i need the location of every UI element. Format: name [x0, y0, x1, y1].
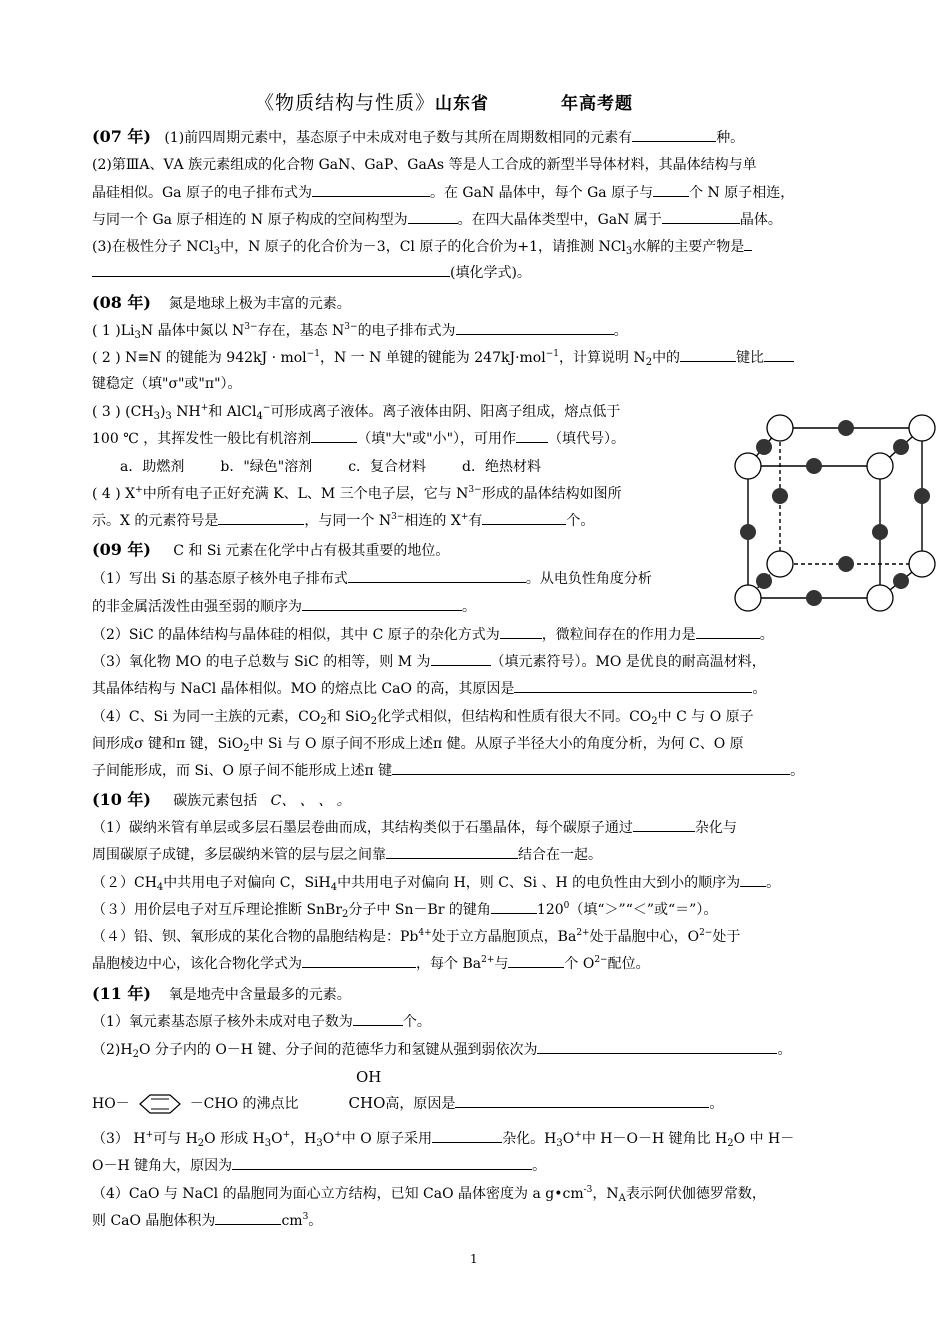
q08-line0: (08 年) 氮是地球上极为丰富的元素。	[92, 293, 351, 312]
q09-line1: （1）写出 Si 的基态原子核外电子排布式 。从电负性角度分析	[92, 568, 652, 590]
q07-year: (07 年)	[92, 127, 151, 146]
q09-line3: （2）SiC 的晶体结构与晶体硅的相似，其中 C 原子的杂化方式为 ，微粒间存在的作用力是 。	[92, 624, 774, 646]
q08-line4: ( 3 ) $(CH_3)_3$ NH+和 AlCl$_4$−可形成离子液体。离子液体由阴、阳离子组成，熔点低于	[92, 403, 621, 422]
q09-line0: (09 年) C 和 Si 元素在化学中占有极其重要的地位。	[92, 540, 450, 559]
q10-line6: 晶胞棱边中心，该化合物化学式为 ，每个 $Ba^{2+}$与 个 $O^{2-}$配位。	[92, 955, 650, 972]
q09-year: (09 年)	[92, 540, 151, 559]
q09-line5: 其晶体结构与 NaCl 晶体相似。MO 的熔点比 CaO 的高，其原因是 。	[92, 678, 766, 700]
q10-line1: （1）碳纳米管有单层或多层石墨层卷曲而成，其结构类似于石墨晶体，每个碳原子通过 杂化与	[92, 817, 737, 839]
q11-year: (11 年)	[92, 984, 151, 1003]
q10-line2: 周围碳原子成键，多层碳纳米管的层与层之间靠 结合在一起。	[92, 844, 602, 866]
q11-line3: HO－ －CHO 的沸点比 CHO高，原因是 。	[92, 1092, 723, 1115]
q08-line3: 键稳定（填"σ"或"π"）。	[92, 376, 242, 392]
q11-line0: (11 年) 氧是地壳中含量最多的元素。	[92, 984, 351, 1003]
q11-line5: O－H 键角大，原因为 。	[92, 1155, 546, 1177]
q07-line3: 晶硅相似。Ga 原子的电子排布式为 。在 GaN 晶体中，每个 Ga 原子与 个 N 原子相连，	[92, 182, 794, 204]
q11-line2: $(2)H_2O$ 分子内的 O－H 键、分子间的范德华力和氢键从强到弱依次为 。	[92, 1039, 791, 1061]
x-atoms-filled-spheres	[740, 420, 930, 606]
q11-line4: （3） H+可与 $H_2O$ 形成 $H_3O^+$，$H_3O^+$中 O 原子采用 杂化。$H_3O^+$中 H－O－H 键角比 $H_2O$ 中 H－	[92, 1130, 795, 1149]
page-number: 1	[470, 1252, 478, 1266]
q10-line5: （４）铅、钡、氧形成的某化合物的晶胞结构是：$Pb^{4+}$处于立方晶胞顶点，$Ba^{2+}$处于晶胞中心，$O^{2-}$处于	[92, 928, 741, 945]
q09-line4: （3）氧化物 MO 的电子总数与 SiC 的相等，则 M 为 （填元素符号）。MO 是优良的耐高温材料，	[92, 651, 766, 673]
q10-line0: (10 年) 碳族元素包括 C、 、 、 。	[92, 790, 351, 809]
q09-line2: 的非金属活泼性由强至弱的顺序为 。	[92, 596, 476, 618]
q07-line5: (3)在极性分子 NCl$_3$中，N 原子的化合价为－3，Cl 原子的化合价为+1，请推测 NCl$_3$水解的主要产物是	[92, 236, 752, 258]
q08-line7: ( 4 ) X+中所有电子正好充满 K、L、M 三个电子层，它与 $N^{3-}$形成的晶体结构如图所	[92, 485, 622, 502]
q08-line1: ( 1 )$Li_3N$ 晶体中氮以 $N^{3-}$存在，基态 $N^{3-}$的电子排布式为 。	[92, 322, 628, 341]
q08-options: a．助燃剂 b．"绿色"溶剂 c．复合材料 d．绝热材料	[120, 459, 542, 475]
q10-year: (10 年)	[92, 790, 151, 809]
title-suffix: 年高考题	[561, 94, 634, 114]
q08-year: (08 年)	[92, 293, 151, 312]
q10-line3: $(2)CH_4$中共用电子对偏向 C，SiH$_4$中共用电子对偏向 H，则 C、Si 、H 的电负性由大到小的顺序为 。	[92, 872, 780, 894]
q09-line6: （4）C、Si 为同一主族的元素，$CO_2$和 SiO$_2$化学式相似，但结构和性质有很大不同。$CO_2$中 C 与 O 原子	[92, 709, 754, 727]
q10-line4: （３）用价层电子对互斥理论推断 SnBr$_2$分子中 Sn－Br 的键角 $120^0$（填“＞”“＜”或“＝”）。	[92, 901, 718, 920]
q07-line1: (07 年) (1)前四周期元素中，基态原子中未成对电子数与其所在周期数相同的元素有 种。	[92, 127, 745, 146]
benzene-ring-icon	[130, 1093, 190, 1115]
q08-line2: ( 2 ) N≡N 的键能为 942kJ · mol$^{-1}$，N 一 N 单键的键能为 247kJ·mol$^{-1}$，计算说明 $N_2$中的 键比	[92, 347, 794, 369]
title-region: 山东省	[435, 94, 490, 114]
q07-line4: 与同一个 Ga 原子相连的 N 原子构成的空间构型为 。在四大晶体类型中，GaN 属于 晶体。	[92, 209, 782, 231]
q08-line8: 示。X 的元素符号是 ，与同一个 $N^{3-}$相连的 X+有 个。	[92, 512, 595, 529]
q09-line7: 间形成σ 键和π 键，SiO$_2$中 Si 与 O 原子间不形成上述π 健。从原子半径大小的角度分析，为何 C、O 原	[92, 736, 744, 754]
q11-line1: （1）氧元素基态原子核外未成对电子数为 个。	[92, 1011, 431, 1033]
q11-line7: 则 CaO 晶胞体积为 $cm^3$。	[92, 1212, 323, 1229]
q11-line6: （4）CaO 与 NaCl 的晶胞同为面心立方结构，已知 CaO 晶体密度为 a $g•cm^{-3}$，$N_A$表示阿伏伽德罗常数，	[92, 1185, 766, 1204]
q09-line8: 子间能形成，而 Si、O 原子间不能形成上述π 键 。	[92, 760, 804, 782]
q07-line6: (填化学式)。	[92, 262, 531, 284]
crystal-structure-figure	[726, 414, 946, 624]
q07-line2: (2)第ⅢA、ⅤA 族元素组成的化合物 GaN、GaP、GaAs 等是人工合成的新型半导体材料，其晶体结构与单	[92, 157, 757, 173]
q08-line5: 100 ℃ ，其挥发性一般比有机溶剂 （填"大"或"小"），可用作 （填代号）。	[92, 428, 625, 450]
page-title	[255, 88, 633, 115]
oh-label: OH	[356, 1068, 382, 1086]
title-main: 《物质结构与性质》	[255, 92, 436, 114]
